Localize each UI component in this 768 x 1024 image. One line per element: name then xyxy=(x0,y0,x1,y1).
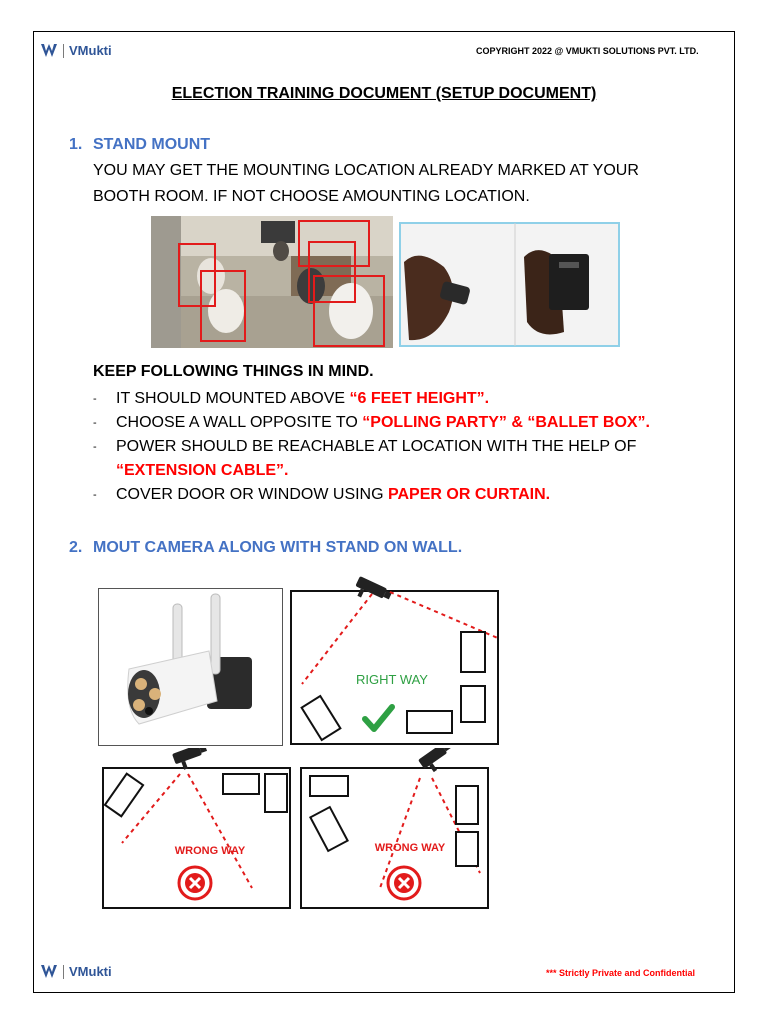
section-1-heading xyxy=(69,136,210,154)
section-2-title: MOUT CAMERA ALONG WITH STAND ON WALL. xyxy=(93,539,463,556)
bullet-text: CHOOSE A WALL OPPOSITE TO xyxy=(116,414,363,431)
right-way-label: RIGHT WAY xyxy=(356,672,428,687)
classroom-detection-photo xyxy=(151,216,393,348)
right-way-diagram xyxy=(290,574,502,746)
document-title: ELECTION TRAINING DOCUMENT (SETUP DOCUMENT) xyxy=(171,85,597,102)
bullet-text: POWER SHOULD BE REACHABLE AT LOCATION WITH THE HELP OF xyxy=(116,438,637,455)
wrong-way-label-2: WRONG WAY xyxy=(374,842,446,854)
section-1-paragraph xyxy=(93,158,639,210)
copyright-text: COPYRIGHT 2022 @ VMUKTI SOLUTIONS PVT. LTD. xyxy=(476,46,699,56)
cross-icon xyxy=(179,867,211,899)
checklist-item xyxy=(93,411,650,435)
vmukti-logo xyxy=(40,43,112,58)
bullet-text: IT SHOULD MOUNTED ABOVE xyxy=(116,390,350,407)
section-1-number: 1. xyxy=(69,136,83,153)
section-1-line-1: YOU MAY GET THE MOUNTING LOCATION ALREADY MARKED AT YOUR xyxy=(93,162,639,179)
checklist-item xyxy=(93,483,650,507)
wrong-way-diagram-2 xyxy=(300,748,490,910)
vmukti-logo-icon xyxy=(40,43,58,58)
cross-icon xyxy=(388,867,420,899)
bullet-dash: - xyxy=(93,441,97,453)
bullet-highlight: PAPER OR CURTAIN. xyxy=(388,486,551,503)
confidential-notice: *** Strictly Private and Confidential xyxy=(546,968,696,978)
bullet-dash: - xyxy=(93,393,97,405)
checklist-item xyxy=(93,387,650,411)
bullet-dash: - xyxy=(93,489,97,501)
footer-logo-text: VMukti xyxy=(69,964,112,979)
footer-vmukti-logo xyxy=(40,964,112,979)
vmukti-logo-icon xyxy=(40,964,58,979)
keep-in-mind-heading: KEEP FOLLOWING THINGS IN MIND. xyxy=(93,363,374,380)
bullet-text: COVER DOOR OR WINDOW USING xyxy=(116,486,388,503)
checklist-item xyxy=(93,435,650,483)
checklist xyxy=(93,387,650,507)
bullet-dash: - xyxy=(93,417,97,429)
section-1-title: STAND MOUNT xyxy=(93,136,211,153)
camera-product-photo xyxy=(98,588,283,746)
bullet-highlight: “EXTENSION CABLE”. xyxy=(116,462,289,479)
section-1-line-2: BOOTH ROOM. IF NOT CHOOSE AMOUNTING LOCATION. xyxy=(93,188,530,205)
logo-text: VMukti xyxy=(69,43,112,58)
wall-mount-photo xyxy=(399,222,620,347)
section-2-heading xyxy=(69,539,462,557)
wrong-way-diagram-1 xyxy=(102,748,292,910)
wrong-way-label-1: WRONG WAY xyxy=(174,845,246,857)
section-2-number: 2. xyxy=(69,539,83,556)
bullet-highlight: “POLLING PARTY” & “BALLET BOX”. xyxy=(362,414,650,431)
bullet-highlight: “6 FEET HEIGHT”. xyxy=(349,390,490,407)
